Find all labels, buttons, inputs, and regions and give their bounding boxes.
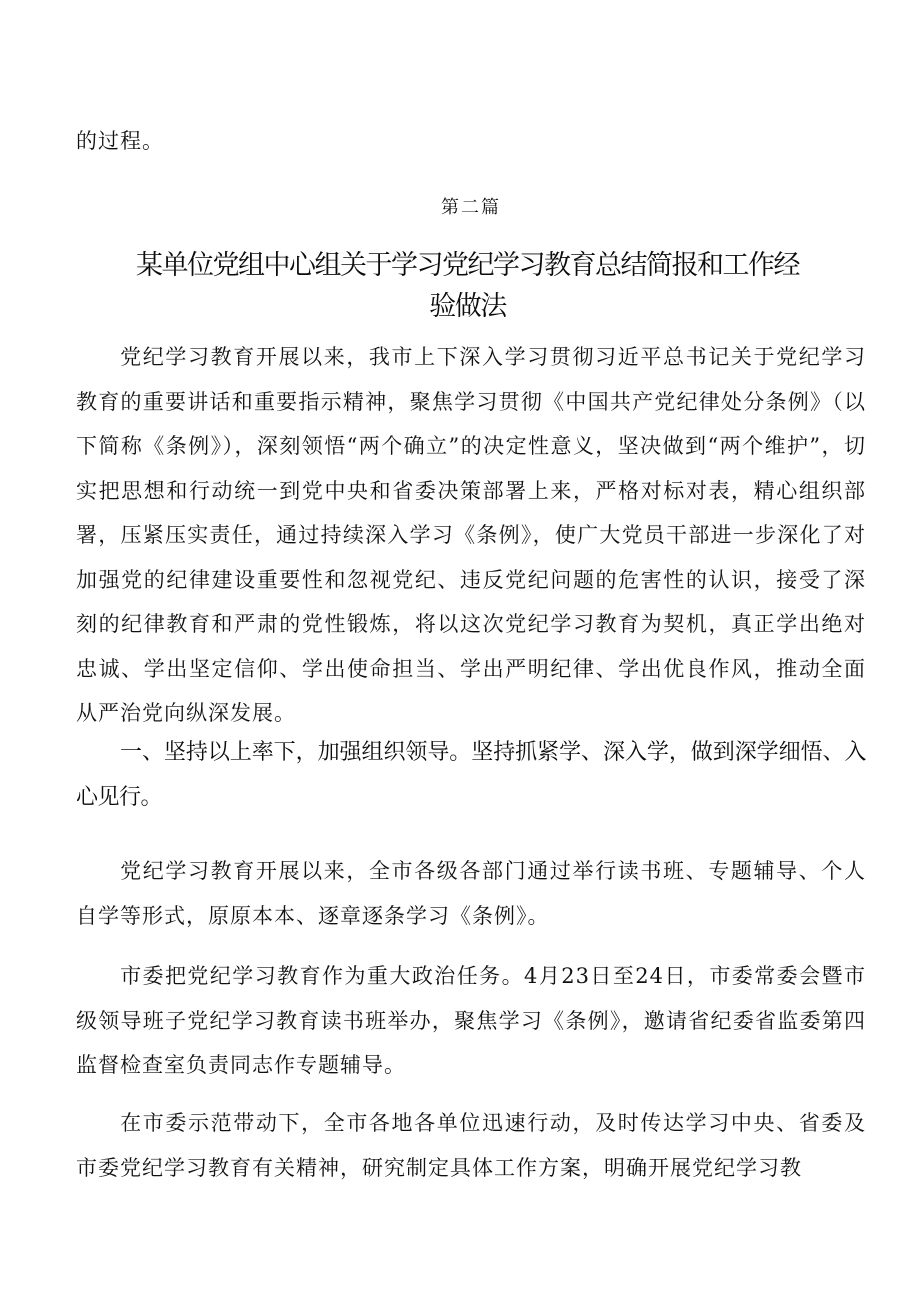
section-heading-1: 一、坚持以上率下，加强组织领导。坚持抓紧学、深入学，做到深学细悟、入心见行。: [76, 740, 866, 810]
body-paragraph: 党纪学习教育开展以来，全市各级各部门通过举行读书班、专题辅导、个人自学等形式，原原本本、逐章逐条学习《条例》。: [76, 859, 866, 928]
continued-fragment: 的过程。: [76, 129, 164, 153]
body-paragraph: 市委把党纪学习教育作为重大政治任务。4月23日至24日，市委常委会暨市级领导班子党纪学习教育读书班举办，聚焦学习《条例》，邀请省纪委省监委第四监督检查室负责同志作专题辅导。: [76, 964, 866, 1077]
document-title: 某单位党组中心组关于学习党纪学习教育总结简报和工作经验做法: [136, 250, 799, 322]
section-label: 第二篇: [441, 197, 501, 218]
body-paragraph: 在市委示范带动下，全市各地各单位迅速行动，及时传达学习中央、省委及市委党纪学习教育有关精神，研究制定具体工作方案，明确开展党纪学习教: [76, 1111, 866, 1180]
intro-paragraph: 党纪学习教育开展以来，我市上下深入学习贯彻习近平总书记关于党纪学习教育的重要讲话和重要指示精神，聚焦学习贯彻《中国共产党纪律处分条例》（以下简称《条例》），深刻领悟“两个确立”的决定性意义，坚决做到“两个维护”，切实把思想和行动统一到党中央和省委决策部署上来，严格对标对表，精心组织部署，压紧压实责任，通过持续深入学习《条例》，使广大党员干部进一步深化了对加强党的纪律建设重要性和忽视党纪、违反党纪问题的危害性的认识，接受了深刻的纪律教育和严肃的党性锻炼，将以这次党纪学习教育为契机，真正学出绝对忠诚、学出坚定信仰、学出使命担当、学出严明纪律、学出优良作风，推动全面从严治党向纵深发展。: [76, 345, 866, 725]
